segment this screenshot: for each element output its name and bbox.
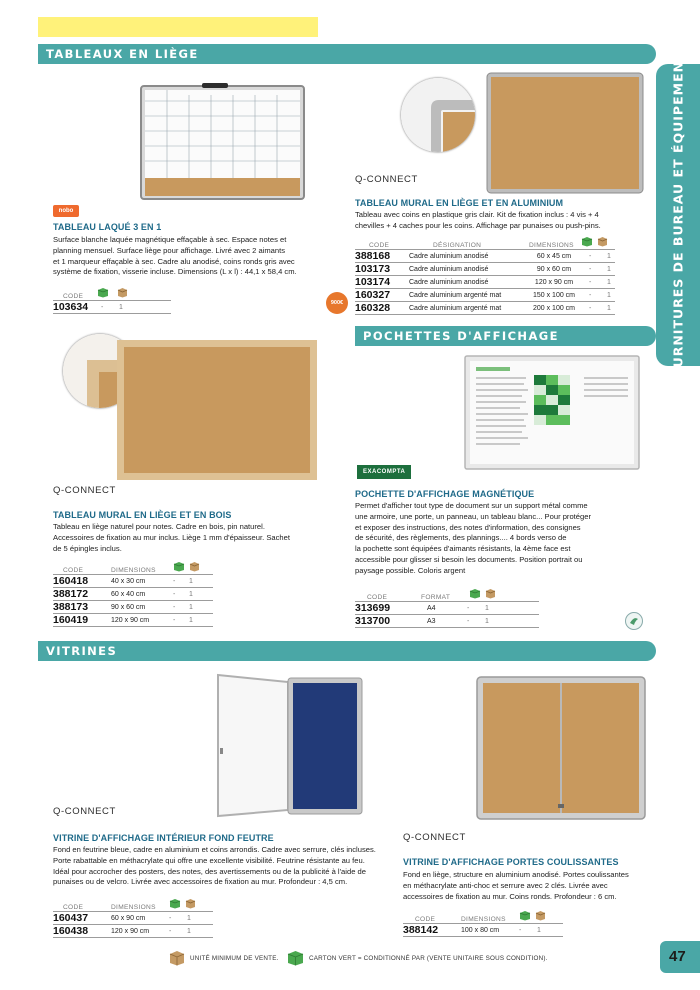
section-bar-cork xyxy=(38,44,656,64)
row-dim: 60 x 45 cm xyxy=(536,252,572,260)
table-feutre xyxy=(53,900,213,938)
row-qty: 1 xyxy=(607,278,611,286)
qconnect-logo-text: Q-CONNECT xyxy=(355,174,418,185)
qconnect-logo xyxy=(355,174,418,185)
row-dash: - xyxy=(589,304,592,312)
header-dimensions: DIMENSIONS xyxy=(111,567,156,574)
table-row xyxy=(53,925,213,938)
row-code: 103174 xyxy=(355,276,391,288)
table-header xyxy=(53,563,213,575)
row-dash: - xyxy=(589,278,592,286)
green-carton-icon xyxy=(581,236,597,249)
sliding-display-case-image xyxy=(476,676,646,820)
desc-line: Tableau avec coins en plastique gris clair. Kit de fixation inclus : 4 vis + 4 xyxy=(355,210,599,219)
header-dimensions: DIMENSIONS xyxy=(111,904,156,911)
desc-line: Fond en liège, structure en aluminium anodisé. Portes coulissantes xyxy=(403,870,629,879)
header-code: CODE xyxy=(415,916,436,923)
desc-line: accessoires de fixation au mur. Coins ronds. Profondeur : 6 cm. xyxy=(403,891,617,901)
row-designation: Cadre aluminium argenté mat xyxy=(409,291,502,299)
desc-line: planning mensuel. Surface liège pour affichage. Livré avec 2 aimants xyxy=(53,245,286,255)
table-row xyxy=(53,601,213,614)
row-qty: 1 xyxy=(189,616,193,624)
header-format: FORMAT xyxy=(421,594,451,601)
qconnect-logo-text: Q-CONNECT xyxy=(53,485,116,496)
row-code: 103173 xyxy=(355,263,391,275)
desc-line: paysage possible. Coloris argent xyxy=(355,565,466,575)
table-row xyxy=(355,302,615,315)
row-qty: 1 xyxy=(607,291,611,299)
row-qty: 1 xyxy=(607,304,611,312)
row-dash: - xyxy=(467,604,470,612)
desc-line: punaises ou de velcro. Livrée avec accessoires de fixation au mur. Profondeur : 4,5 cm. xyxy=(53,877,348,887)
desc-line: et 1 marqueur effaçable à sec. Cadre alu anodisé, coins ronds gris avec xyxy=(53,256,295,266)
row-qty: 1 xyxy=(187,927,191,935)
row-dim: 200 x 100 cm xyxy=(532,304,576,312)
product-desc-bois xyxy=(53,522,333,554)
row-dash: - xyxy=(169,927,172,935)
page-number xyxy=(660,941,700,973)
desc-line: Fond en feutrine bleue, cadre en aluminium et coins arrondis. Cadre avec serrure, clés incluses. xyxy=(53,845,376,854)
corner-zoom-alu xyxy=(401,78,475,152)
row-code: 160438 xyxy=(53,925,89,937)
table-row xyxy=(355,602,539,615)
row-code: 160419 xyxy=(53,614,89,626)
whiteboard-cork-image xyxy=(140,83,305,200)
row-code: 160437 xyxy=(53,912,89,924)
green-carton-icon xyxy=(97,287,117,300)
desc-line: la pochette sont équipées d'aimants résistants, la 4ème face est xyxy=(355,544,571,554)
row-dim: 120 x 90 cm xyxy=(111,616,150,624)
eco-label-icon xyxy=(625,612,643,630)
row-dim: 40 x 30 cm xyxy=(111,577,146,585)
row-designation: Cadre aluminium anodisé xyxy=(409,252,489,260)
desc-line: de sécurité, des règlements, des plannings.... 4 bords verso de xyxy=(355,533,567,543)
qconnect-logo xyxy=(53,806,116,817)
table-header xyxy=(403,912,563,924)
qconnect-logo xyxy=(403,832,466,843)
table-row xyxy=(355,276,615,289)
brown-box-icon xyxy=(597,236,613,249)
row-dash: - xyxy=(589,252,592,260)
exacompta-logo-text: EXACOMPTA xyxy=(363,469,406,475)
desc-line: Tableau en liège naturel pour notes. Cadre en bois, pin naturel. xyxy=(53,522,265,531)
desc-line: Idéal pour accrocher des posters, des notes, des avertissements ou de la publicité à l'aide de xyxy=(53,866,366,876)
header-dimensions: DIMENSIONS xyxy=(529,242,574,249)
desc-line: Porte rabattable en méthacrylate qui offre une excellente visibilité. Feutrine résistante au feu. xyxy=(53,855,365,865)
table-header xyxy=(355,590,539,602)
row-qty: 1 xyxy=(537,926,541,934)
row-code: 160418 xyxy=(53,575,89,587)
table-row xyxy=(53,912,213,925)
section-bar-pockets xyxy=(355,326,656,346)
row-code: 313700 xyxy=(355,615,391,627)
row-qty: 1 xyxy=(189,577,193,585)
table-row xyxy=(53,301,171,314)
felt-display-case-image xyxy=(212,672,364,818)
product-title-pochette: POCHETTE D'AFFICHAGE MAGNÉTIQUE xyxy=(355,489,535,499)
price-badge xyxy=(326,292,348,314)
green-carton-icon xyxy=(519,910,535,923)
row-dim: 150 x 100 cm xyxy=(532,291,576,299)
row-qty: 1 xyxy=(485,617,489,625)
table-row xyxy=(355,615,539,628)
table-header xyxy=(355,238,615,250)
table-pochette xyxy=(355,590,539,628)
desc-line: Accessoires de fixation au mur inclus. Liège 1 mm d'épaisseur. Sachet xyxy=(53,532,290,542)
row-format: A3 xyxy=(427,617,436,625)
product-title-feutre: VITRINE D'AFFICHAGE INTÉRIEUR FOND FEUTRE xyxy=(53,833,274,843)
table-bois xyxy=(53,563,213,627)
green-carton-icon xyxy=(169,898,185,911)
row-dim: 120 x 90 cm xyxy=(534,278,574,286)
table-row xyxy=(403,924,563,937)
header-designation: DÉSIGNATION xyxy=(433,242,482,249)
desc-line: chevilles + 4 caches pour les coins. Affichage par punaises ou push-pins. xyxy=(355,220,601,230)
footer-carton-legend: CARTON VERT = CONDITIONNÉ PAR (VENTE UNITAIRE SOUS CONDITION). xyxy=(309,955,548,962)
green-carton-icon xyxy=(287,950,304,971)
row-dim: 90 x 60 cm xyxy=(111,603,146,611)
qconnect-logo-text: Q-CONNECT xyxy=(53,806,116,817)
magnetic-pocket-image xyxy=(464,355,640,470)
side-tab-label: FOURNITURES DE BUREAU ET ÉQUIPEMENTS xyxy=(670,41,686,389)
row-dash: - xyxy=(173,590,176,598)
product-title-alu: TABLEAU MURAL EN LIÈGE ET EN ALUMINIUM xyxy=(355,198,564,208)
row-qty: 1 xyxy=(485,604,489,612)
section-title-vitrines: VITRINES xyxy=(46,644,118,658)
row-code: 388173 xyxy=(53,601,89,613)
desc-line: accessible pour glisser si besoin les documents. Position portrait ou xyxy=(355,554,583,564)
row-dash: - xyxy=(101,303,104,311)
table-header xyxy=(53,289,171,301)
product-title-laque: TABLEAU LAQUÉ 3 EN 1 xyxy=(53,222,162,232)
table-row xyxy=(355,289,615,302)
header-code: CODE xyxy=(367,594,388,601)
desc-line: une armoire, une porte, un panneau, un tableau blanc... Pour protéger xyxy=(355,511,591,521)
section-bar-vitrines xyxy=(38,641,656,661)
brown-box-icon xyxy=(185,898,201,911)
product-desc-laque xyxy=(53,235,333,278)
row-qty: 1 xyxy=(189,590,193,598)
brown-box-icon xyxy=(485,588,501,601)
product-desc-feutre xyxy=(53,845,393,888)
table-coulissantes xyxy=(403,912,563,937)
row-designation: Cadre aluminium argenté mat xyxy=(409,304,502,312)
row-code: 160327 xyxy=(355,289,391,301)
green-carton-icon xyxy=(173,561,189,574)
row-code: 388168 xyxy=(355,250,391,262)
row-dim: 60 x 90 cm xyxy=(111,914,146,922)
row-dim: 100 x 80 cm xyxy=(461,926,500,934)
header-code: CODE xyxy=(63,293,84,300)
row-code: 103634 xyxy=(53,301,89,313)
brown-box-icon xyxy=(117,287,133,300)
header-code: CODE xyxy=(63,904,84,911)
top-highlight-bar xyxy=(38,17,318,37)
row-code: 313699 xyxy=(355,602,391,614)
price-badge-text: 900€ xyxy=(330,300,344,306)
row-dash: - xyxy=(589,265,592,273)
nobo-logo-text: nobo xyxy=(58,208,74,214)
table-row xyxy=(53,575,213,588)
row-dim: 120 x 90 cm xyxy=(111,927,150,935)
nobo-logo xyxy=(53,205,79,217)
header-code: CODE xyxy=(369,242,390,249)
footer-unit-legend: UNITÉ MINIMUM DE VENTE. xyxy=(190,955,279,962)
brown-box-icon xyxy=(169,950,185,971)
section-title-cork: TABLEAUX EN LIÈGE xyxy=(46,47,199,61)
row-code: 388142 xyxy=(403,924,439,936)
row-dim: 60 x 40 cm xyxy=(111,590,146,598)
header-dimensions: DIMENSIONS xyxy=(461,916,506,923)
row-qty: 1 xyxy=(607,252,611,260)
exacompta-logo xyxy=(357,465,411,479)
row-dash: - xyxy=(173,603,176,611)
table-row xyxy=(53,614,213,627)
table-laque xyxy=(53,289,171,314)
product-title-bois: TABLEAU MURAL EN LIÈGE ET EN BOIS xyxy=(53,510,232,520)
row-qty: 1 xyxy=(607,265,611,273)
brown-box-icon xyxy=(189,561,205,574)
row-dash: - xyxy=(589,291,592,299)
desc-line: Permet d'afficher tout type de document sur un support métal comme xyxy=(355,501,588,510)
row-dim: 90 x 60 cm xyxy=(536,265,572,273)
green-carton-icon xyxy=(469,588,485,601)
desc-line: Surface blanche laquée magnétique effaçable à sec. Espace notes et xyxy=(53,235,287,244)
row-dash: - xyxy=(173,577,176,585)
row-code: 160328 xyxy=(355,302,391,314)
desc-line: système de fixation, visserie incluse. Dimensions (L x l) : 44,1 x 58,4 cm. xyxy=(53,267,297,277)
product-title-coulissantes: VITRINE D'AFFICHAGE PORTES COULISSANTES xyxy=(403,857,619,867)
row-dash: - xyxy=(173,616,176,624)
qconnect-logo-text: Q-CONNECT xyxy=(403,832,466,843)
cork-alu-board-image xyxy=(486,72,644,194)
table-row xyxy=(53,588,213,601)
header-code: CODE xyxy=(63,567,84,574)
row-designation: Cadre aluminium anodisé xyxy=(409,278,489,286)
row-dash: - xyxy=(169,914,172,922)
row-qty: 1 xyxy=(187,914,191,922)
row-code: 388172 xyxy=(53,588,89,600)
product-desc-alu xyxy=(355,210,655,232)
section-title-pockets: POCHETTES D'AFFICHAGE xyxy=(363,329,559,343)
brown-box-icon xyxy=(535,910,551,923)
product-desc-pochette xyxy=(355,501,645,577)
desc-line: en méthacrylate anti-choc et serrure avec 2 clés. Livrée avec xyxy=(403,880,608,890)
qconnect-logo xyxy=(53,485,116,496)
table-row xyxy=(355,250,615,263)
table-alu xyxy=(355,238,615,315)
row-format: A4 xyxy=(427,604,436,612)
cork-wood-board-image xyxy=(117,340,317,480)
side-tab xyxy=(656,41,700,389)
desc-line: de 5 épingles inclus. xyxy=(53,543,122,553)
desc-line: et exposer des instructions, des notes d'information, des consignes xyxy=(355,522,581,532)
row-qty: 1 xyxy=(119,303,123,311)
page-number-text: 47 xyxy=(669,948,686,965)
table-row xyxy=(355,263,615,276)
row-qty: 1 xyxy=(189,603,193,611)
row-designation: Cadre aluminium anodisé xyxy=(409,265,489,273)
row-dash: - xyxy=(519,926,522,934)
table-header xyxy=(53,900,213,912)
row-dash: - xyxy=(467,617,470,625)
product-desc-coulissantes xyxy=(403,870,653,902)
